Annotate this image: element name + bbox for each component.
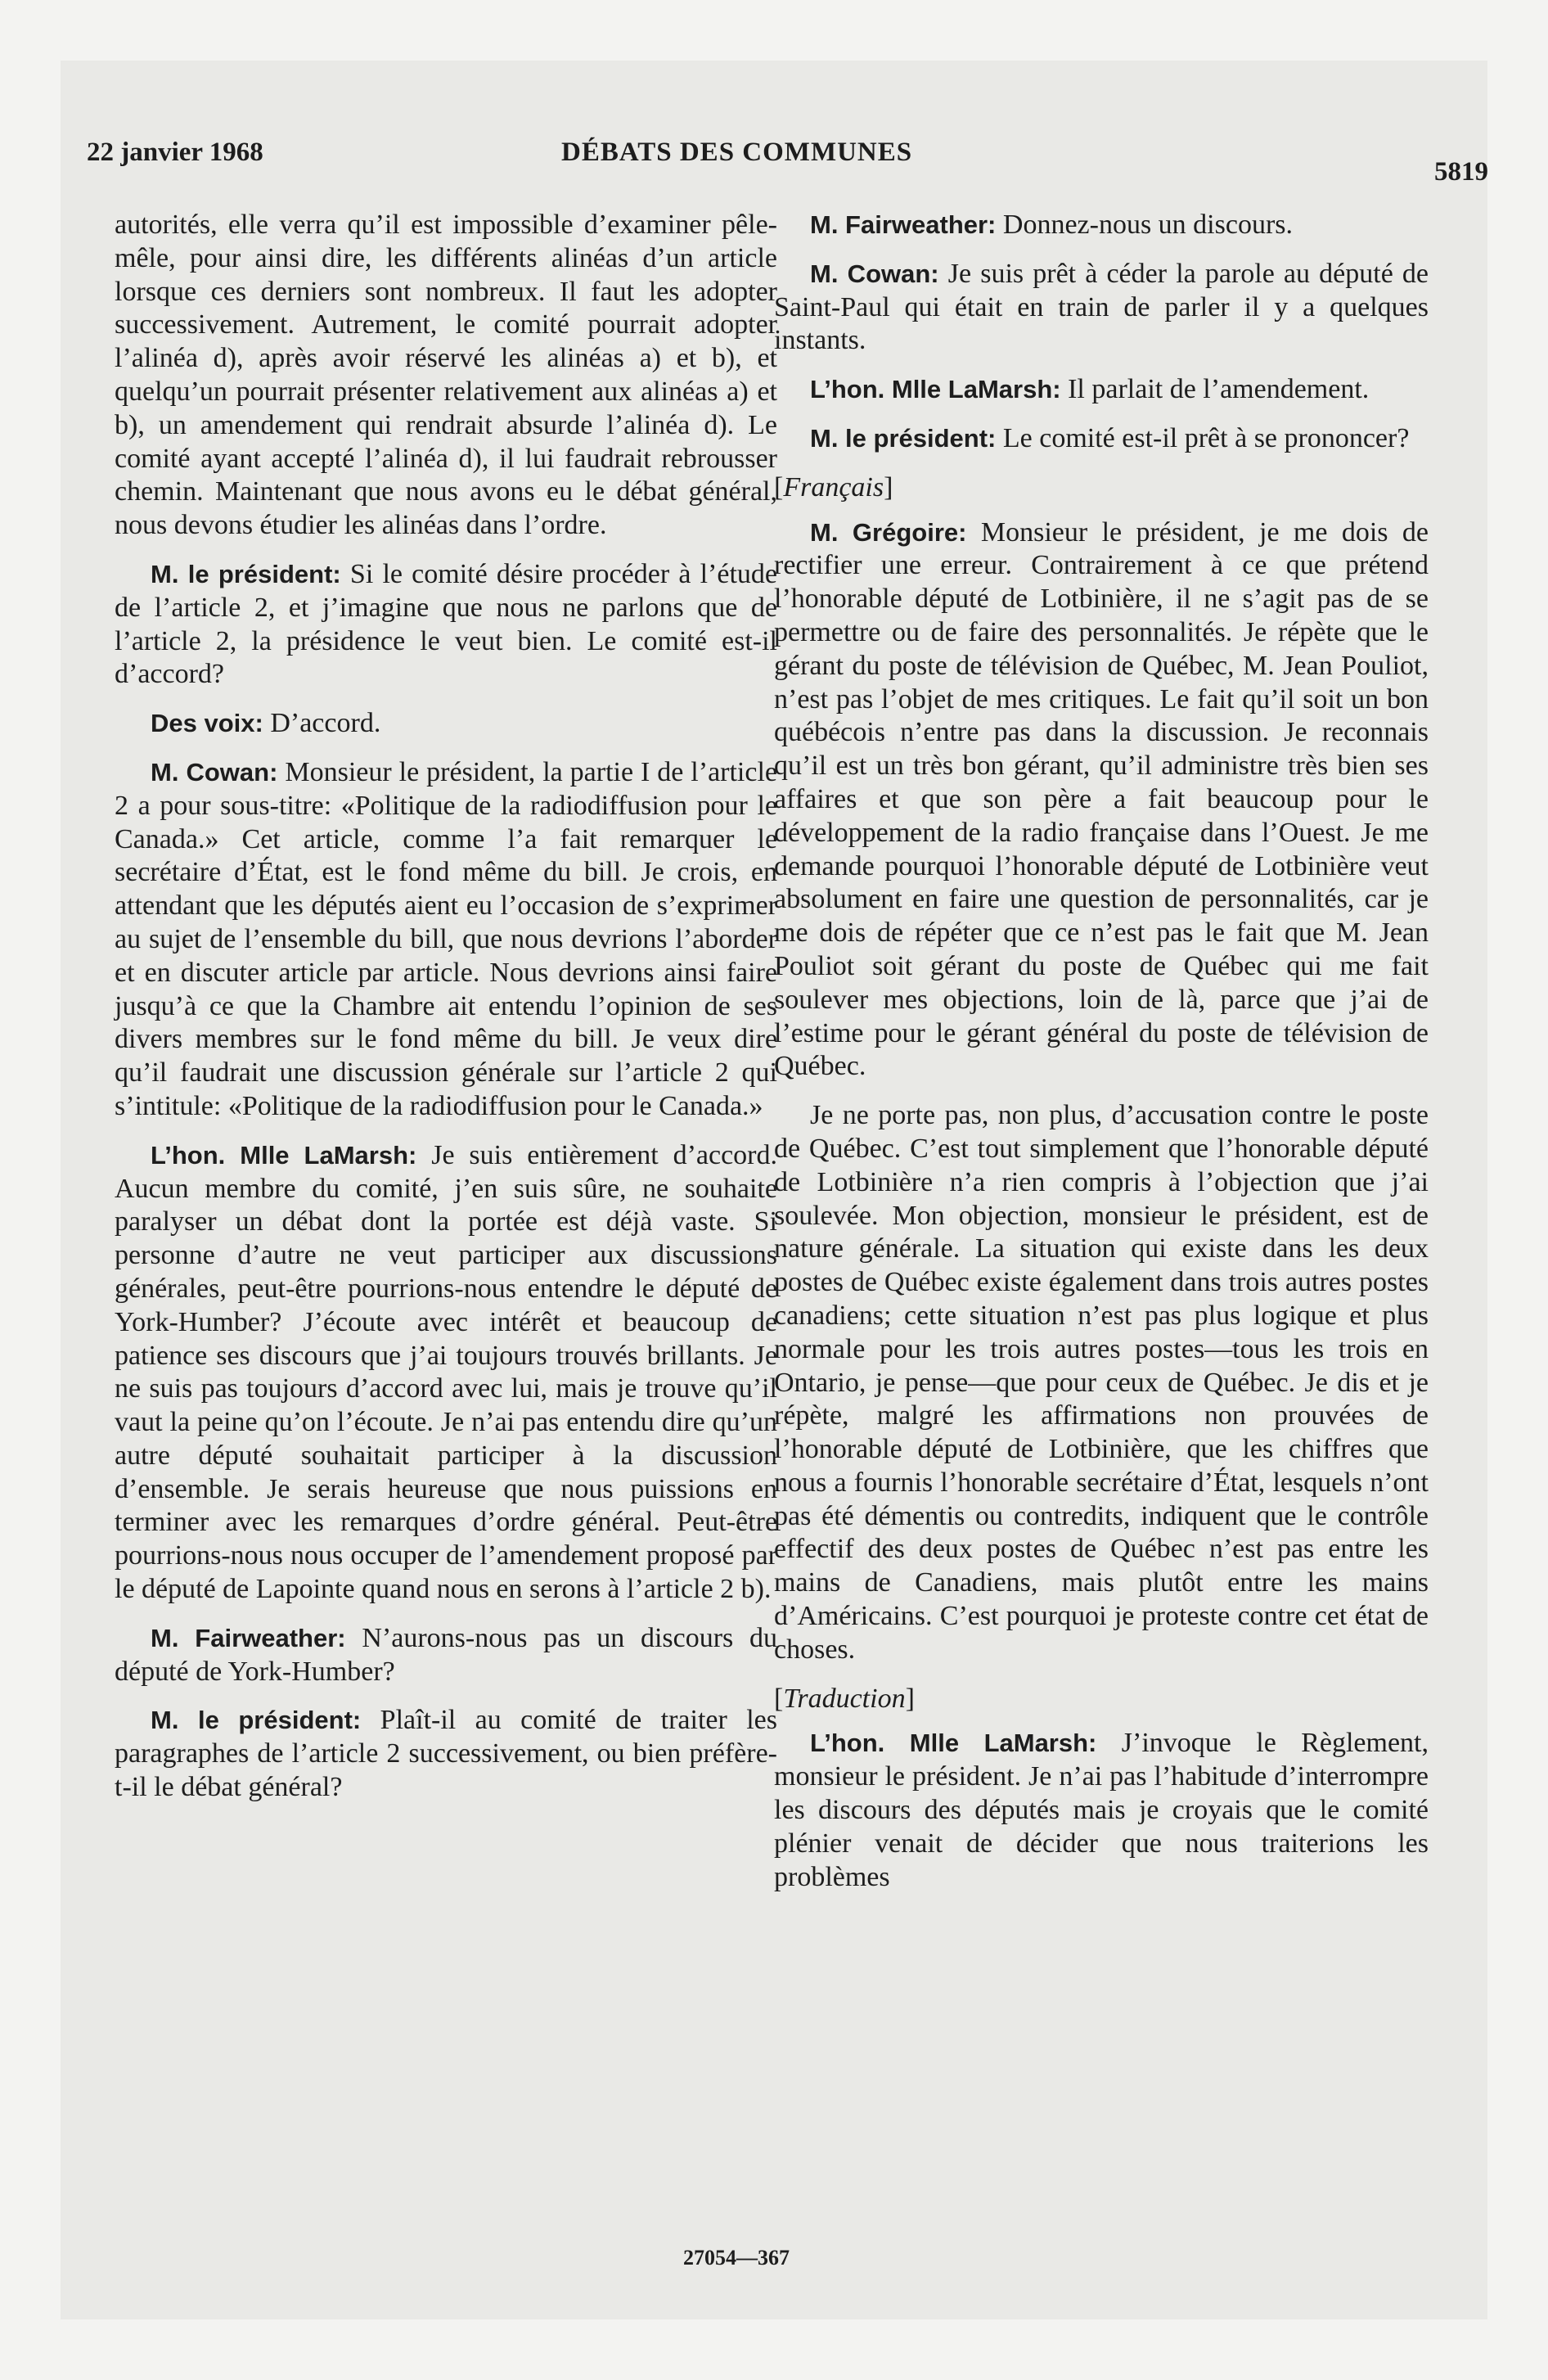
speaker-name: L’hon. Mlle LaMarsh: — [151, 1140, 417, 1170]
header-page-number: 5819 — [1434, 157, 1488, 187]
speech-text: Je suis entièrement d’accord. Aucun membre du comité, j’en suis sûre, ne souhaite paralyser un débat dont la portée est déjà vaste. Si personne d’autre ne veut participer aux discussions générales, peut-être pourrions-nous entendre le député de York-Humber? J’écoute avec intérêt et beaucoup de patience ses discours que j’ai toujours trouvés brillants. Je ne suis pas toujours d’accord avec lui, mais je trouve qu’il vaut la peine qu’on l’écoute. Je n’ai pas entendu dire qu’un autre député souhaitait participer à la discussion d’ensemble. Je serais heureuse que nous puissions en terminer avec les remarques d’ordre général. Peut-être pourrions-nous nous occuper de l’amendement proposé par le député de Lapointe quand nous en serons à l’article 2 b). — [115, 1139, 777, 1605]
speech-text: Donnez-nous un discours. — [1002, 210, 1294, 240]
speaker-name: M. Fairweather: — [151, 1623, 346, 1652]
speaker-name: L’hon. Mlle LaMarsh: — [810, 1729, 1097, 1758]
speaker-name: M. Cowan: — [810, 259, 939, 288]
speech-paragraph — [115, 1139, 777, 1607]
language-marker: [ Traduction ] — [774, 1683, 1429, 1716]
speech-paragraph — [774, 209, 1429, 242]
speech-text: Monsieur le président, je me dois de rectifier une erreur. Contrairement à ce que prétend l’honorable député de Lotbinière, il ne s’agit pas de se permettre ou de faire des personnalités. Je répète que le gérant du poste de télévision de Québec, M. Jean Pouliot, n’est pas l’objet de mes critiques. Le fait qu’il soit un bon québécois n’entre pas dans la discussion. Je reconnais qu’il est un très bon gérant, qu’il administre très bien ses affaires et que son père a fait beaucoup pour le développement de la radio française dans l’Ouest. Je me demande pourquoi l’honorable député de Lotbinière veut absolument en faire une question de personnalités, car je me dois de répéter que ce n’est pas le fait que M. Jean Pouliot soit gérant du poste de Québec qui me fait soulever mes objections, loin de là, parce que j’ai de l’estime pour le gérant général du poste de télévision de Québec. — [774, 516, 1429, 1082]
speech-paragraph — [115, 558, 777, 692]
speech-paragraph — [774, 516, 1429, 1084]
speech-paragraph — [774, 1727, 1429, 1894]
speech-text: Je suis prêt à céder la parole au député de Saint-Paul qui était en train de parler il y a quelques instants. — [774, 258, 1429, 356]
speech-paragraph — [774, 422, 1429, 456]
speech-paragraph — [115, 1704, 777, 1804]
speech-text: Le comité est-il prêt à se prononcer? — [1002, 422, 1410, 453]
header-title: DÉBATS DES COMMUNES — [561, 137, 913, 167]
speech-paragraph — [115, 756, 777, 1124]
footer-folio: 27054—367 — [683, 2246, 790, 2270]
speech-paragraph — [115, 1622, 777, 1689]
speech-text: Il parlait de l’amendement. — [1068, 374, 1370, 405]
speaker-name: Des voix: — [151, 709, 263, 738]
speaker-name: L’hon. Mlle LaMarsh: — [810, 375, 1061, 404]
speaker-name: M. le président: — [810, 423, 997, 453]
speech-text: Si le comité désire procéder à l’étude de l’article 2, et j’imagine que nous ne parlons que de l’article 2, la présidence le veut bien. Le comité est-il d’accord? — [115, 558, 778, 690]
speech-text: J’invoque le Règlement, monsieur le président. Je n’ai pas l’habitude d’interrompre les discours des députés mais je croyais que le comité plénier venait de décider que nous traiterions les problèmes — [774, 1728, 1429, 1892]
speech-text: autorités, elle verra qu’il est impossible d’examiner pêle-mêle, pour ainsi dire, les différents alinéas d’un article lorsque ces derniers sont nombreux. Il faut les adopter successivement. Autrement, le comité pourrait adopter l’alinéa d), après avoir réservé les alinéas a) et b), et quelqu’un pourrait présenter relativement aux alinéas a) et b), un amendement qui rendrait absurde l’alinéa d). Le comité ayant accepté l’alinéa d), il lui faudrait rebrousser chemin. Maintenant que nous avons eu le débat général, nous devons étudier les alinéas dans l’ordre. — [115, 210, 777, 541]
header-date: 22 janvier 1968 — [87, 137, 263, 167]
language-marker: [ Français ] — [774, 471, 1429, 505]
speech-text: Monsieur le président, la partie I de l’article 2 a pour sous-titre: «Politique de la radiodiffusion pour le Canada.» Cet article, comme l’a fait remarquer le secrétaire d’État, est le fond même du bill. Je crois, en attendant que les députés aient eu l’occasion de s’exprimer au sujet de l’ensemble du bill, que nous devrions l’aborder et en discuter article par article. Nous devrions ainsi faire jusqu’à ce que la Chambre ait entendu l’opinion de ses divers membres sur le fond même du bill. Je veux dire qu’il faudrait une discussion générale sur l’article 2 qui s’intitule: «Politique de la radiodiffusion pour le Canada.» — [115, 756, 778, 1121]
speech-paragraph — [774, 1099, 1429, 1667]
speech-paragraph — [774, 258, 1429, 358]
speech-text: Je ne porte pas, non plus, d’accusation contre le poste de Québec. C’est tout simplement que l’honorable député de Lotbinière n’a rien compris à l’objection que j’ai soulevée. Mon objection, monsieur le président, est de nature générale. La situation qui existe dans les deux postes de Québec existe également dans trois autres postes canadiens; cette situation n’est pas plus logique et plus normale pour les trois autres postes—tous les trois en Ontario, je pense—que pour ceux de Québec. Je dis et je répète, malgré les affirmations non prouvées de l’honorable député de Lotbinière, que les chiffres que nous a fournis l’honorable secrétaire d’État, lesquels n’ont pas été démentis ou contredits, indiquent que le contrôle effectif des deux postes de Québec n’est pas entre les mains de Canadiens, mais plutôt entre les mains d’Américains. C’est pourquoi je proteste contre cet état de choses. — [774, 1100, 1429, 1665]
speaker-name: M. Cowan: — [151, 757, 278, 787]
speech-paragraph — [115, 707, 777, 741]
speaker-name: M. Grégoire: — [810, 517, 967, 547]
speaker-name: M. le président: — [151, 1706, 362, 1735]
right-column — [774, 209, 1429, 1909]
speech-text: N’aurons-nous pas un discours du député de York-Humber? — [115, 1622, 778, 1687]
speech-text: D’accord. — [270, 708, 381, 739]
speech-text: Plaît-il au comité de traiter les paragraphes de l’article 2 successivement, ou bien préfère-t-il le débat général? — [115, 1705, 777, 1803]
speaker-name: M. le président: — [151, 559, 341, 588]
speech-paragraph — [115, 209, 777, 543]
speaker-name: M. Fairweather: — [810, 210, 997, 239]
speech-paragraph — [774, 373, 1429, 407]
left-column — [115, 209, 777, 1820]
